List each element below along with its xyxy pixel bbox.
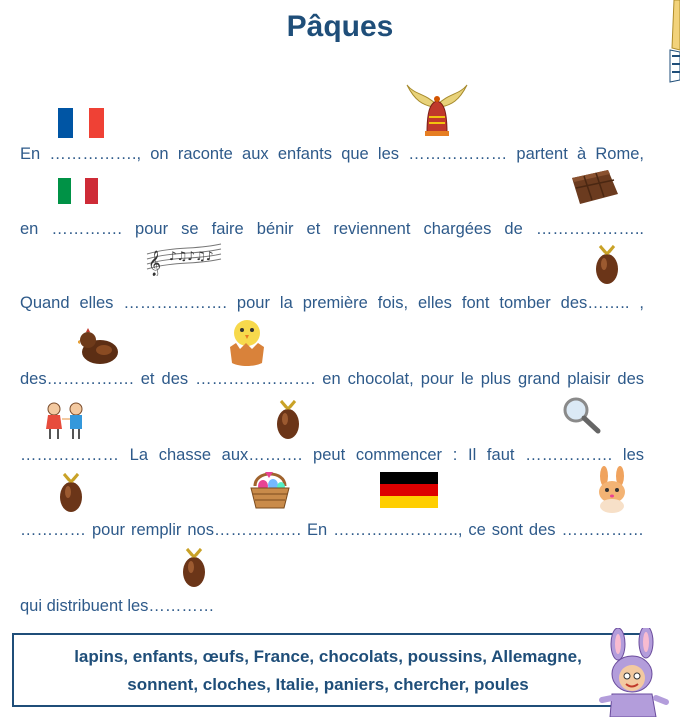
bunny-icon bbox=[590, 466, 634, 514]
children-icon bbox=[40, 401, 90, 441]
page-title: Pâques bbox=[286, 10, 394, 43]
word-bank-box bbox=[12, 633, 640, 707]
chocolate-egg-icon bbox=[58, 471, 84, 513]
word-bank bbox=[14, 643, 642, 699]
svg-text:𝄞: 𝄞 bbox=[148, 251, 162, 276]
flag-italy-icon bbox=[58, 178, 98, 204]
partial-figure-icon bbox=[664, 0, 680, 84]
chocolate-egg-icon bbox=[275, 398, 301, 440]
flag-germany-icon bbox=[380, 472, 438, 508]
text-line-7: qui distribuent les………… bbox=[20, 597, 215, 615]
music-notes-icon bbox=[145, 240, 223, 276]
basket-icon bbox=[247, 466, 293, 510]
bunny-girl-icon bbox=[596, 628, 672, 717]
chocolate-bar-icon bbox=[568, 168, 620, 206]
text-line-1: En ……………., on raconte aux enfants que les ……………… partent à Rome, bbox=[20, 145, 644, 163]
bell-icon bbox=[405, 75, 469, 139]
chick-icon bbox=[226, 315, 268, 367]
word-bank-line-1: lapins, enfants, œufs, France, chocolats, poussins, Allemagne, bbox=[74, 647, 582, 666]
chocolate-egg-icon bbox=[181, 546, 207, 588]
text-line-2: en …………. pour se faire bénir et reviennent chargées de ……………….. bbox=[20, 220, 644, 238]
chocolate-hen-icon bbox=[78, 326, 120, 366]
svg-text:♪♫♪♫♪: ♪♫♪♫♪ bbox=[169, 249, 214, 263]
magnifier-icon bbox=[560, 395, 602, 435]
text-line-6: ………… pour remplir nos……………. En ………………….., ce sont des …………… bbox=[20, 521, 644, 539]
text-line-3: Quand elles ………………. pour la première fois, elles font tomber des…….. , bbox=[20, 294, 644, 312]
text-line-4: des……………. et des …………………. en chocolat, pour le plus grand plaisir des bbox=[20, 370, 644, 388]
word-bank-line-2: sonnent, cloches, Italie, paniers, chercher, poules bbox=[127, 675, 529, 694]
text-line-5: ……………… La chasse aux………. peut commencer : Il faut ……………. les bbox=[20, 446, 644, 464]
flag-france-icon bbox=[58, 108, 104, 138]
chocolate-egg-icon bbox=[594, 243, 620, 285]
